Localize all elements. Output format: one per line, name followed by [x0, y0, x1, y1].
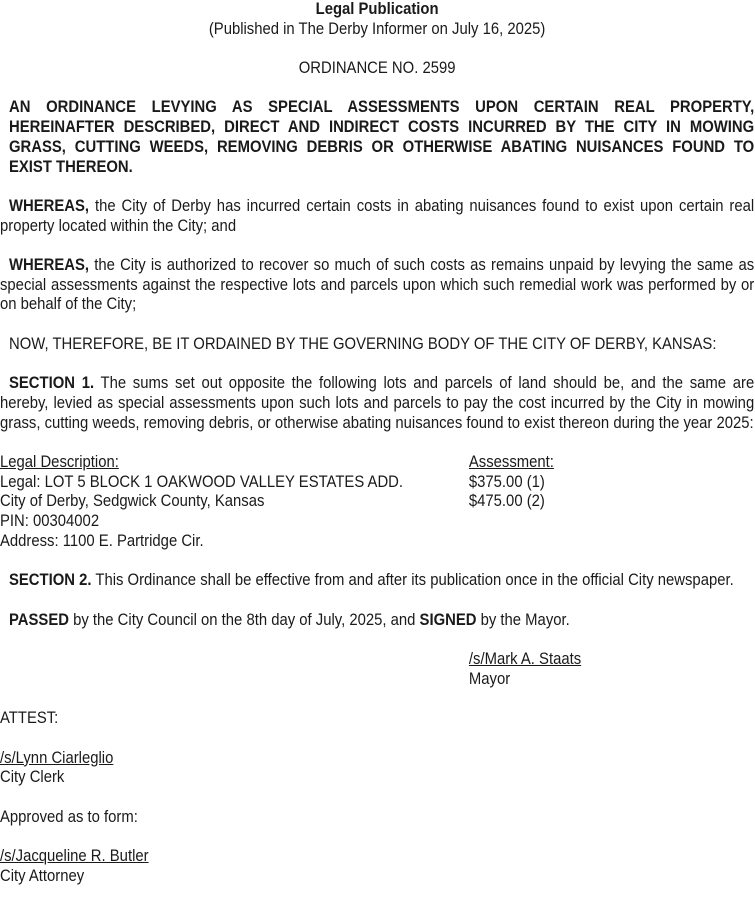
clerk-title: City Clerk [0, 768, 65, 787]
spacer [0, 433, 754, 453]
spacer [0, 591, 754, 611]
ordinance-number: ORDINANCE NO. 2599 [298, 59, 456, 78]
attorney-signature-block [0, 847, 754, 886]
table-cell-description: PIN: 00304002 [0, 512, 100, 531]
section-lead: SECTION 1. [9, 374, 95, 393]
section-1-paragraph [0, 374, 754, 433]
spacer [0, 177, 754, 197]
table-row [0, 532, 754, 552]
attorney-signature: /s/Jacqueline R. Butler [0, 847, 149, 866]
table-cell-description: Legal: LOT 5 BLOCK 1 OAKWOOD VALLEY ESTATES ADD. [0, 472, 404, 491]
whereas-text: the City of Derby has incurred certain costs in abating nuisances found to exist upon certain real property located within the City; and [0, 196, 755, 235]
spacer [0, 729, 754, 749]
spacer [0, 827, 754, 847]
mayor-signature-block [0, 650, 754, 689]
passed-text: by the City Council on the 8th day of July, 2025, and [68, 610, 420, 629]
publication-title: Legal Publication [315, 0, 439, 18]
mayor-signature: /s/Mark A. Staats [468, 650, 582, 669]
section-text: This Ordinance shall be effective from and after its publication once in the official City newspaper. [91, 571, 734, 590]
table-cell-assessment: $475.00 (2) [468, 492, 545, 511]
legal-description-header: Legal Description: [0, 453, 119, 472]
spacer [0, 788, 754, 808]
spacer [0, 315, 754, 335]
publication-note: (Published in The Derby Informer on July 16, 2025) [208, 19, 546, 38]
attest-label: ATTEST: [0, 709, 59, 728]
whereas-lead: WHEREAS, [9, 256, 90, 275]
assessment-header: Assessment: [468, 453, 554, 472]
spacer [0, 630, 754, 650]
clerk-signature-block [0, 749, 754, 788]
now-therefore-paragraph: NOW, THEREFORE, BE IT ORDAINED BY THE GOVERNING BODY OF THE CITY OF DERBY, KANSAS: [9, 334, 717, 353]
section-2-paragraph [0, 571, 754, 591]
spacer [0, 79, 754, 99]
clerk-signature: /s/Lynn Ciarleglio [0, 748, 114, 767]
spacer [0, 689, 754, 709]
spacer [0, 236, 754, 256]
spacer [0, 355, 754, 375]
section-text: The sums set out opposite the following lots and parcels of land should be, and the same are hereby, levied as special assessments upon such lots and parcels to pay the cost incurred by the City in mowing grass, cutting weeds, removing debris, or otherwise abating nuisances found to exist thereon during the year 2025: [0, 374, 755, 432]
mayor-title: Mayor [468, 669, 511, 688]
table-cell-assessment: $375.00 (1) [468, 472, 545, 491]
whereas-paragraph-1 [0, 197, 754, 236]
caption-line: GRASS, CUTTING WEEDS, REMOVING DEBRIS OR OTHERWISE ABATING NUISANCES FOUND TO [9, 137, 755, 156]
table-cell-description: Address: 1100 E. Partridge Cir. [0, 531, 204, 550]
spacer [0, 39, 754, 59]
caption-line: EXIST THEREON. [9, 157, 133, 176]
table-cell-description: City of Derby, Sedgwick County, Kansas [0, 492, 265, 511]
spacer [0, 552, 754, 572]
passed-end: by the Mayor. [476, 610, 570, 629]
table-row [0, 473, 754, 493]
attorney-title: City Attorney [0, 866, 85, 885]
ordinance-caption [0, 98, 754, 177]
table-row [0, 512, 754, 532]
passed-paragraph [0, 611, 754, 631]
whereas-paragraph-2 [0, 256, 754, 315]
caption-line: HEREINAFTER DESCRIBED, DIRECT AND INDIRECT COSTS INCURRED BY THE CITY IN MOWING [9, 118, 755, 137]
section-lead: SECTION 2. [9, 571, 92, 590]
approved-label: Approved as to form: [0, 807, 138, 826]
signed-lead: SIGNED [419, 610, 477, 629]
table-row [0, 492, 754, 512]
whereas-lead: WHEREAS, [9, 196, 90, 215]
table-cell-assessment [469, 532, 754, 552]
whereas-text: the City is authorized to recover so much of such costs as remains unpaid by levying the same as special assessments against the respective lots and parcels upon which such remedial work was performed by or on behalf of the City; [0, 256, 755, 314]
passed-lead: PASSED [9, 610, 69, 629]
table-header-row [0, 453, 754, 473]
assessment-table [0, 453, 754, 552]
table-cell-assessment [469, 512, 754, 532]
caption-line: AN ORDINANCE LEVYING AS SPECIAL ASSESSMENTS UPON CERTAIN REAL PROPERTY, [9, 98, 755, 117]
